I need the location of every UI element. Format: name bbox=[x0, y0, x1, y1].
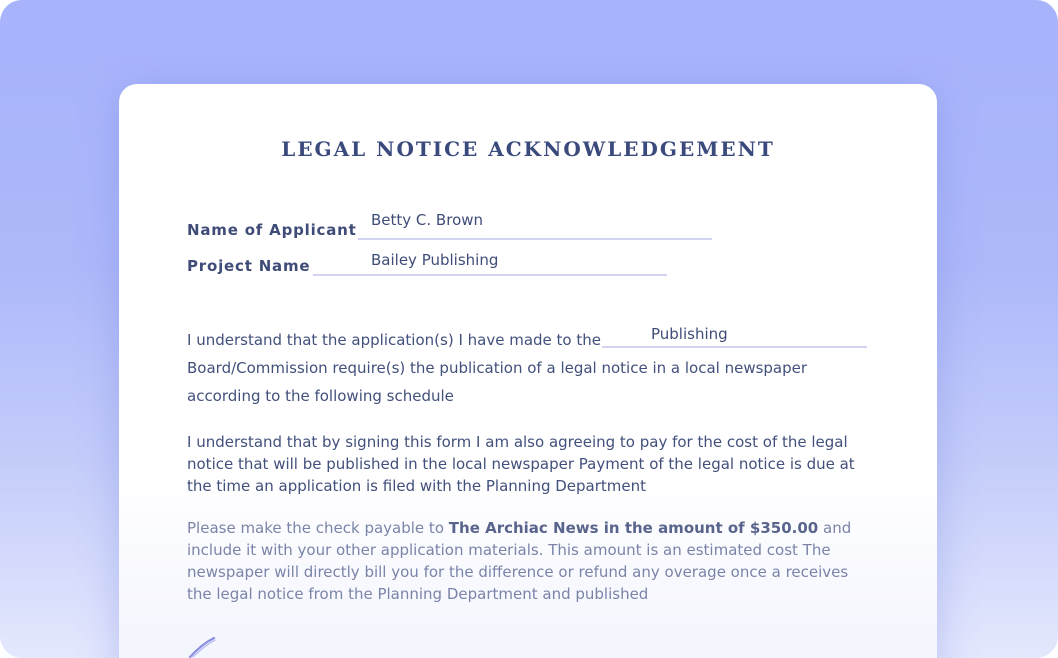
project-field[interactable]: Bailey Publishing bbox=[371, 251, 499, 269]
signature-stroke-icon bbox=[188, 636, 218, 658]
legal-notice-form bbox=[119, 84, 937, 658]
paragraph-3-line-4: the legal notice from the Planning Department and published bbox=[187, 585, 649, 603]
paragraph-2-line-1: I understand that by signing this form I am also agreeing to pay for the cost of the legal bbox=[187, 433, 848, 451]
project-label: Project Name bbox=[187, 257, 311, 275]
paragraph-1-line-2: Board/Commission require(s) the publication of a legal notice in a local newspaper bbox=[187, 359, 808, 377]
applicant-label: Name of Applicant bbox=[187, 221, 357, 239]
paragraph-2-line-3: the time an application is filed with the Planning Department bbox=[187, 477, 647, 495]
paragraph-3-line-3: newspaper will directly bill you for the difference or refund any overage once a receives bbox=[187, 563, 849, 581]
paragraph-3-line-1 bbox=[187, 519, 851, 537]
paragraph-2-line-2: notice that will be published in the local newspaper Payment of the legal notice is due at bbox=[187, 455, 855, 473]
board-field[interactable]: Publishing bbox=[651, 325, 728, 343]
page-title: LEGAL NOTICE ACKNOWLEDGEMENT bbox=[281, 137, 775, 161]
paragraph-1-line-3: according to the following schedule bbox=[187, 387, 454, 405]
applicant-field[interactable]: Betty C. Brown bbox=[371, 211, 484, 229]
paragraph-1-line-1: I understand that the application(s) I have made to the bbox=[187, 331, 601, 349]
board-underline bbox=[602, 346, 867, 348]
paragraph-3-post: and bbox=[823, 519, 852, 537]
paragraph-3-pre: Please make the check payable to bbox=[187, 519, 444, 537]
project-underline bbox=[313, 274, 667, 276]
applicant-underline bbox=[358, 238, 712, 240]
paragraph-3-line-2: include it with your other application materials. This amount is an estimated cost The bbox=[187, 541, 831, 559]
payee-amount: The Archiac News in the amount of $350.00 bbox=[448, 519, 819, 537]
